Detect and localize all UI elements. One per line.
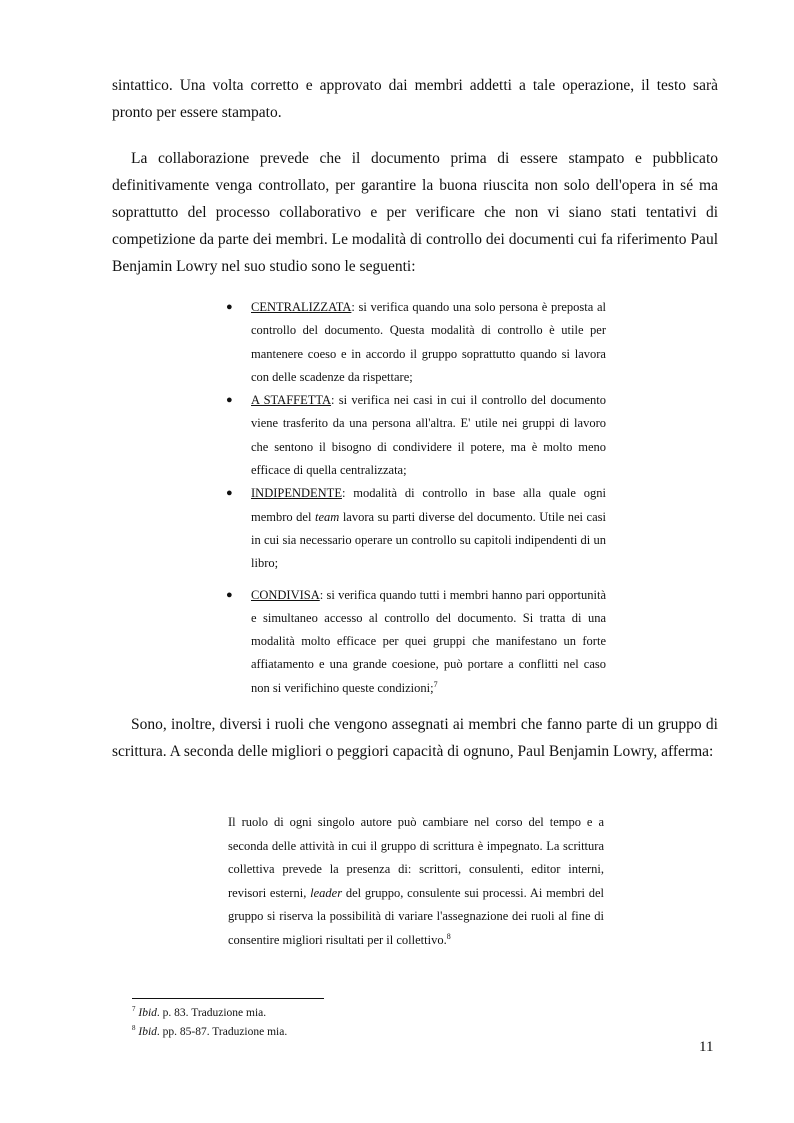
list-item-text: : si verifica quando tutti i membri hanno pari opportunità e simultaneo accesso al controllo del documento. Si tratta di una modalità molto efficace per quei gruppi che manifestano un forte affiatamento e una grande coesione, può portare a conflitti nel caso non si verifichino queste condizioni; (251, 587, 606, 695)
list-item-term: A STAFFETTA (251, 393, 332, 408)
footnote-text: . pp. 85-87. Traduzione mia. (156, 1026, 288, 1038)
footnote-ibid: Ibid (138, 1007, 157, 1019)
list-item-italic: team (314, 509, 340, 524)
paragraph-2: La collaborazione prevede che il documento prima di essere stampato e pubblicato definitivamente venga controllato, per garantire la buona riuscita non solo dell'opera in sé ma soprattutto del processo collaborativo e per verificare che non vi siano stati tentativi di competizione da parte dei membri. Le modalità di controllo dei documenti cui fa riferimento Paul Benjamin Lowry nel suo studio sono le seguenti: (112, 150, 718, 275)
list-item (226, 389, 606, 482)
list-item-text: : si verifica quando una solo persona è preposta al controllo del documento. Questa modalità di controllo è utile per mantenere coeso e in accordo il gruppo soprattutto quando si lavora con delle scadenze da rispettare; (251, 300, 606, 384)
list-item-text: lavora su parti diverse del documento. Utile nei casi in cui sia necessario operare un controllo su capitoli indipendenti di un libro; (251, 509, 606, 571)
footnote-ref-7[interactable]: 7 (433, 679, 438, 689)
paragraph-1: sintattico. Una volta corretto e approvato dai membri addetti a tale operazione, il testo sarà pronto per essere stampato. (112, 77, 718, 121)
quote-text: Il ruolo di ogni singolo autore può cambiare nel corso del tempo e a seconda delle attività in cui il gruppo di scrittura è impegnato. La scrittura collettiva prevede la presenza di: scrittori, consulenti, editor interni, revisori esterni, (228, 815, 604, 900)
paragraph-3: Sono, inoltre, diversi i ruoli che vengono assegnati ai membri che fanno parte di un gruppo di scrittura. A seconda delle migliori o peggiori capacità di ognuno, Paul Benjamin Lowry, afferma: (112, 716, 718, 760)
page-number: 11 (699, 1039, 714, 1055)
list-item-text: : modalità di controllo in base alla quale ogni membro del (251, 486, 606, 524)
footnote-divider (132, 998, 324, 999)
footnote-number: 8 (132, 1024, 136, 1033)
list-item-text: : si verifica nei casi in cui il controllo del documento viene trasferito da una persona all'altra. E' utile nei gruppi di lavoro che sentono il bisogno di condividere il potere, ma è molto meno efficace di quella centralizzata; (251, 393, 606, 478)
list-item (226, 296, 606, 389)
footnote-number: 7 (132, 1005, 136, 1014)
footnote-ibid: Ibid (138, 1026, 157, 1038)
bullet-icon: ● (226, 394, 233, 407)
footnote-text: . p. 83. Traduzione mia. (156, 1007, 267, 1019)
quote-italic: leader (310, 885, 343, 900)
block-quote (228, 811, 604, 952)
footnote-ref-8[interactable]: 8 (446, 931, 451, 941)
footnote-7 (132, 1006, 266, 1020)
list-item-term: INDIPENDENTE (251, 486, 342, 501)
list-item-term: CENTRALIZZATA (251, 300, 352, 314)
bullet-icon: ● (226, 588, 233, 601)
bullet-icon: ● (226, 301, 233, 313)
list-item (226, 584, 606, 700)
list-item-term: CONDIVISA (251, 587, 320, 602)
list-item (226, 482, 606, 575)
control-modes-list (226, 296, 606, 700)
bullet-icon: ● (226, 487, 233, 500)
quote-text: del gruppo, consulente sui processi. Ai membri del gruppo si riserva la possibilità di variare l'assegnazione dei ruoli al fine di consentire migliori risultati per il collettivo. (228, 885, 604, 947)
footnote-8 (132, 1025, 287, 1039)
